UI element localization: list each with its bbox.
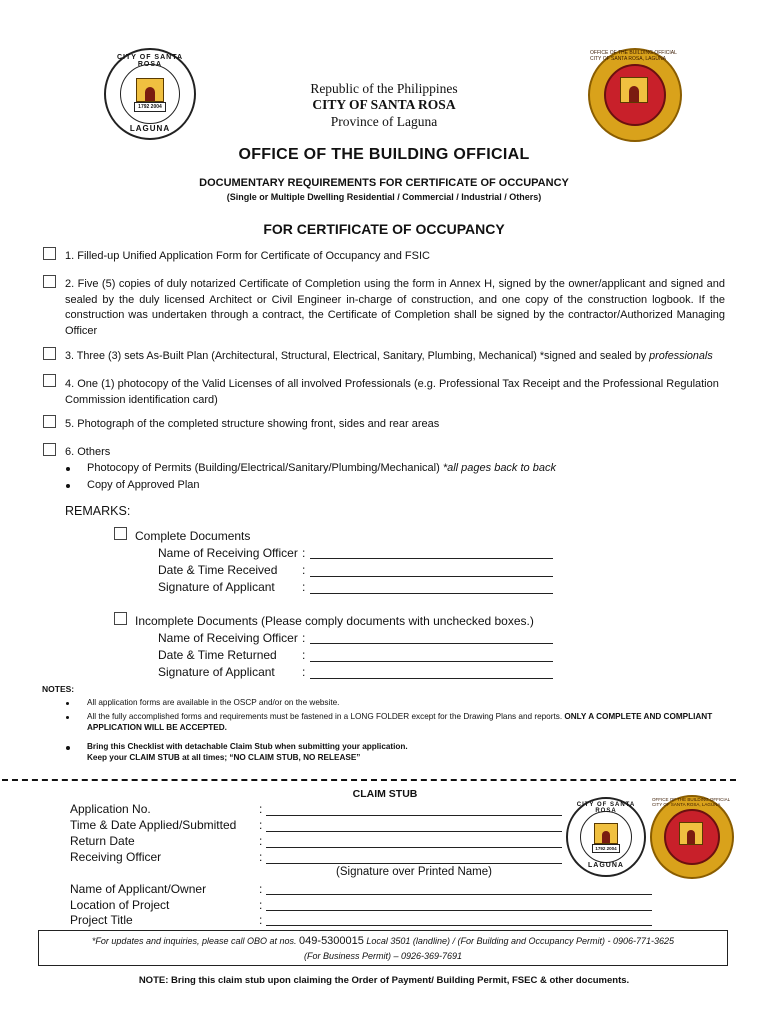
- requirement-5-checkbox[interactable]: [43, 415, 56, 428]
- signature-applicant-label: Signature of Applicant: [158, 580, 275, 594]
- applicant-owner-label: Name of Applicant/Owner: [70, 882, 207, 896]
- tear-off-dashed-line: [2, 779, 736, 781]
- applicant-owner-field[interactable]: [266, 894, 652, 895]
- colon: :: [302, 563, 306, 577]
- requirement-4-checkbox[interactable]: [43, 374, 56, 387]
- signature-applicant-label-2: Signature of Applicant: [158, 665, 275, 679]
- colon: :: [259, 802, 263, 816]
- footer-note: NOTE: Bring this claim stub upon claiming the Order of Payment/ Building Permit, FSEC & other documents.: [138, 975, 630, 986]
- return-date-field[interactable]: [266, 847, 562, 848]
- bullet-icon: [66, 484, 70, 488]
- project-title-field[interactable]: [266, 925, 652, 926]
- requirement-6-bullet-1-italic: *all pages back to back: [442, 462, 556, 474]
- colon: :: [302, 580, 306, 594]
- requirement-2-checkbox[interactable]: [43, 275, 56, 288]
- colon: :: [302, 665, 306, 679]
- obo-seal-top-text: OFFICE OF THE BUILDING OFFICIAL: [590, 50, 677, 56]
- requirement-3-italic: professionals: [649, 350, 713, 362]
- requirement-1-checkbox[interactable]: [43, 247, 56, 260]
- requirement-6-text: 6. Others: [65, 446, 111, 458]
- requirement-6-bullet-1-main: Photocopy of Permits (Building/Electrical/Sanitary/Plumbing/Mechanical): [87, 462, 443, 474]
- time-date-applied-field[interactable]: [266, 831, 562, 832]
- requirement-5-text: 5. Photograph of the completed structure showing front, sides and rear areas: [65, 418, 440, 430]
- requirement-6-bullet-1: [87, 461, 727, 477]
- colon: :: [259, 882, 263, 896]
- section-title: FOR CERTIFICATE OF OCCUPANCY: [263, 221, 505, 237]
- remarks-title: REMARKS:: [65, 504, 131, 518]
- colon: :: [302, 631, 306, 645]
- note-1: All application forms are available in the OSCP and/or on the website.: [87, 698, 340, 707]
- header-city: CITY OF SANTA ROSA: [312, 97, 456, 112]
- note-2: [87, 712, 727, 733]
- city-seal-bottom-text: LAGUNA: [129, 124, 171, 133]
- inquiry-line-1: [39, 935, 727, 947]
- inquiry-landline: 049-5300015: [299, 935, 364, 947]
- bullet-icon: [66, 716, 69, 719]
- receiving-officer-field-2[interactable]: [310, 643, 553, 644]
- application-no-field[interactable]: [266, 815, 562, 816]
- requirement-6-bullet-2: Copy of Approved Plan: [87, 479, 200, 491]
- document-title: DOCUMENTARY REQUIREMENTS FOR CERTIFICATE OF OCCUPANCY: [199, 177, 569, 189]
- project-title-label: Project Title: [70, 913, 133, 927]
- bullet-icon: [66, 467, 70, 471]
- city-seal-top-text: CITY OF SANTA ROSA: [576, 802, 636, 814]
- receiving-officer-label: Name of Receiving Officer: [158, 546, 298, 560]
- colon: :: [259, 850, 263, 864]
- receiving-officer-label-2: Name of Receiving Officer: [158, 631, 298, 645]
- complete-documents-label: Complete Documents: [135, 529, 251, 543]
- obo-seal-bottom-text: CITY OF SANTA ROSA, LAGUNA: [652, 802, 721, 807]
- colon: :: [302, 546, 306, 560]
- notes-title: NOTES:: [42, 684, 75, 694]
- arch-icon: [679, 822, 703, 845]
- date-returned-label: Date & Time Returned: [158, 648, 277, 662]
- incomplete-documents-checkbox[interactable]: [114, 612, 127, 625]
- obo-seal-top-text: OFFICE OF THE BUILDING OFFICIAL: [652, 797, 731, 802]
- date-returned-field[interactable]: [310, 661, 553, 662]
- signature-applicant-field-2[interactable]: [310, 678, 553, 679]
- colon: :: [259, 898, 263, 912]
- city-seal-top-text: CITY OF SANTA ROSA: [116, 54, 184, 68]
- time-date-applied-label: Time & Date Applied/Submitted: [70, 818, 237, 832]
- location-field[interactable]: [266, 910, 652, 911]
- note-3-line-1: Bring this Checklist with detachable Claim Stub when submitting your application.: [87, 742, 408, 751]
- claim-stub-title: CLAIM STUB: [352, 788, 418, 800]
- bullet-icon: [66, 702, 69, 705]
- city-seal-year: 1792 2004: [134, 102, 166, 112]
- requirement-1-text: 1. Filled-up Unified Application Form for Certificate of Occupancy and FSIC: [65, 250, 430, 262]
- return-date-label: Return Date: [70, 834, 135, 848]
- receiving-officer-stub-field[interactable]: [266, 863, 562, 864]
- obo-seal-bottom-text: CITY OF SANTA ROSA, LAGUNA: [590, 56, 666, 62]
- inquiry-line-2: (For Business Permit) – 0926-369-7691: [303, 951, 463, 961]
- city-seal-year: 1792 2004: [592, 844, 620, 853]
- application-no-label: Application No.: [70, 802, 151, 816]
- requirement-2-text: 2. Five (5) copies of duly notarized Certificate of Completion using the form in Annex H, signed by the owner/applicant and signed and sealed by the duly licensed Architect or Civil Engineer in-charge of construction, and one copy of the construction logbook. If the construction was undertaken through a contract, the Certificate of Completion shall be signed by the contractor/Authorized Managing Officer: [65, 278, 725, 337]
- city-seal-logo-small: [566, 797, 646, 877]
- city-seal-bottom-text: LAGUNA: [588, 862, 624, 869]
- office-title: OFFICE OF THE BUILDING OFFICIAL: [238, 146, 530, 163]
- inquiry-prefix: *For updates and inquiries, please call OBO at nos.: [91, 936, 300, 946]
- location-label: Location of Project: [70, 898, 170, 912]
- header-province: Province of Laguna: [330, 114, 438, 129]
- colon: :: [259, 913, 263, 927]
- requirement-3-text: [65, 349, 735, 365]
- incomplete-documents-label: Incomplete Documents (Please comply documents with unchecked boxes.): [135, 614, 534, 628]
- signature-printed-name-caption: (Signature over Printed Name): [336, 866, 492, 878]
- arch-icon: [594, 823, 618, 844]
- inquiry-box: [38, 930, 728, 966]
- inquiry-suffix: Local 3501 (landline) / (For Building and Occupancy Permit) - 0906-771-3625: [363, 936, 675, 946]
- signature-applicant-field[interactable]: [310, 593, 553, 594]
- receiving-officer-stub-label: Receiving Officer: [70, 850, 162, 864]
- note-2-main: All the fully accomplished forms and requirements must be fastened in a LONG FOLDER except for the Drawing Plans and reports.: [87, 712, 565, 721]
- complete-documents-checkbox[interactable]: [114, 527, 127, 540]
- obo-seal-logo-small: [650, 795, 734, 879]
- date-received-field[interactable]: [310, 576, 553, 577]
- colon: :: [259, 834, 263, 848]
- colon: :: [302, 648, 306, 662]
- receiving-officer-field[interactable]: [310, 558, 553, 559]
- header-republic: Republic of the Philippines: [310, 81, 458, 96]
- requirement-3-main: 3. Three (3) sets As-Built Plan (Architectural, Structural, Electrical, Sanitary, Plumbing, Mechanical) *signed and sealed by: [65, 350, 650, 362]
- note-2-bold: ONLY A COMPLETE AND COMPLIANT APPLICATION WILL BE ACCEPTED.: [87, 712, 713, 732]
- requirement-6-checkbox[interactable]: [43, 443, 56, 456]
- requirement-4-text: 4. One (1) photocopy of the Valid Licenses of all involved Professionals (e.g. Professional Tax Receipt and the Professional Regulation Commission identification card): [65, 378, 719, 406]
- note-3-line-2: Keep your CLAIM STUB at all times; “NO CLAIM STUB, NO RELEASE”: [87, 753, 361, 762]
- bullet-icon: [66, 746, 70, 750]
- colon: :: [259, 818, 263, 832]
- document-subtitle: (Single or Multiple Dwelling Residential / Commercial / Industrial / Others): [226, 192, 542, 202]
- requirement-3-checkbox[interactable]: [43, 347, 56, 360]
- date-received-label: Date & Time Received: [158, 563, 278, 577]
